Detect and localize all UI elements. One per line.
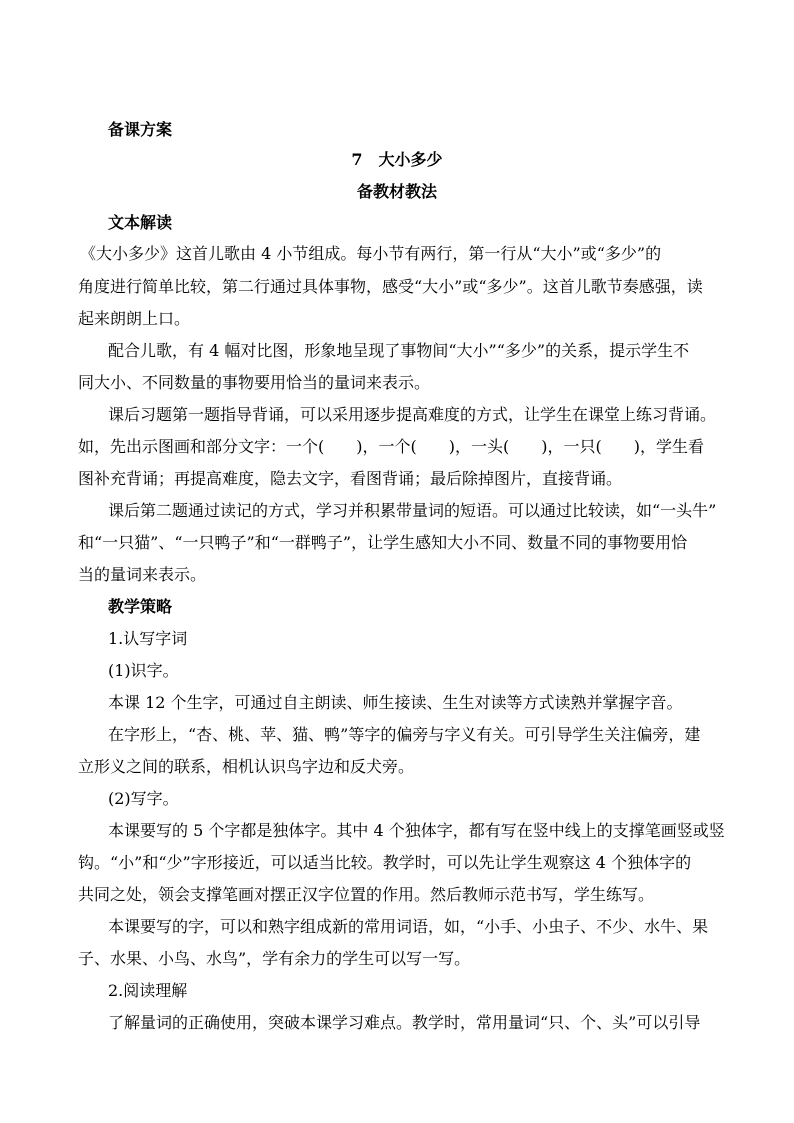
paragraph-line: 和“一只猫”、“一只鸭子”和“一群鸭子”，让学生感知大小不同、数量不同的事物要用恰 [78,533,688,552]
lesson-title: 7 大小多少 [351,150,443,169]
paragraph-line: 角度进行简单比较，第二行通过具体事物，感受“大小”或“多少”。这首儿歌节奏感强，读 [78,277,703,296]
paragraph-line: 课后第二题通过读记的方式，学习并积累带量词的短语。可以通过比较读，如“一头牛” [108,501,717,520]
paragraph-line: 配合儿歌，有 4 幅对比图，形象地呈现了事物间“大小”“多少”的关系，提示学生不 [108,341,690,360]
paragraph-line: 立形义之间的联系，相机认识鸟字边和反犬旁。 [78,757,415,776]
paragraph-line: 本课要写的字，可以和熟字组成新的常用词语，如，“小手、小虫子、不少、水牛、果 [108,917,709,936]
paragraph-line: 共同之处，领会支撑笔画对摆正汉字位置的作用。然后教师示范书写，学生练写。 [78,885,655,904]
paragraph-line: 钩。“小”和“少”字形接近，可以适当比较。教学时，可以先让学生观察这 4 个独体字的 [78,853,692,872]
subsection-title: 2.阅读理解 [108,981,188,1000]
paragraph-line: 当的量词来表示。 [78,565,207,584]
paragraph-line: 本课要写的 5 个字都是独体字。其中 4 个独体字，都有写在竖中线上的支撑笔画竖或竖 [108,821,725,840]
paragraph-line: 课后习题第一题指导背诵，可以采用逐步提高难度的方式，让学生在课堂上练习背诵。 [108,405,717,424]
section-heading-text-reading: 文本解读 [108,213,173,232]
item-title: (1)识字。 [108,661,179,680]
subsection-title: 1.认写字词 [108,629,188,648]
paragraph-line: 起来朗朗上口。 [78,309,191,328]
paragraph-line: 同大小、不同数量的事物要用恰当的量词来表示。 [78,373,431,392]
document-header: 备课方案 [108,120,173,139]
paragraph-line: 《大小多少》这首儿歌由 4 小节组成。每小节有两行，第一行从“大小”或“多少”的 [80,244,662,263]
paragraph-line: 了解量词的正确使用，突破本课学习难点。教学时，常用量词“只、个、头”可以引导 [108,1013,701,1032]
paragraph-line: 本课 12 个生字，可通过自主朗读、师生接读、生生对读等方式读熟并掌握字音。 [108,693,683,712]
paragraph-line: 如，先出示图画和部分文字：一个( )，一个( )，一头( )，一只( )，学生看 [78,437,704,456]
paragraph-line: 子、水果、小鸟、水鸟”，学有余力的学生可以写一写。 [78,949,471,968]
paragraph-line: 图补充背诵；再提高难度，隐去文字，看图背诵；最后除掉图片，直接背诵。 [78,469,623,488]
item-title: (2)写字。 [108,789,179,808]
lesson-subtitle: 备教材教法 [356,182,437,201]
section-heading-teaching-strategy: 教学策略 [108,597,173,616]
paragraph-line: 在字形上，“杏、桃、苹、猫、鸭”等字的偏旁与字义有关。可引导学生关注偏旁，建 [108,725,701,744]
